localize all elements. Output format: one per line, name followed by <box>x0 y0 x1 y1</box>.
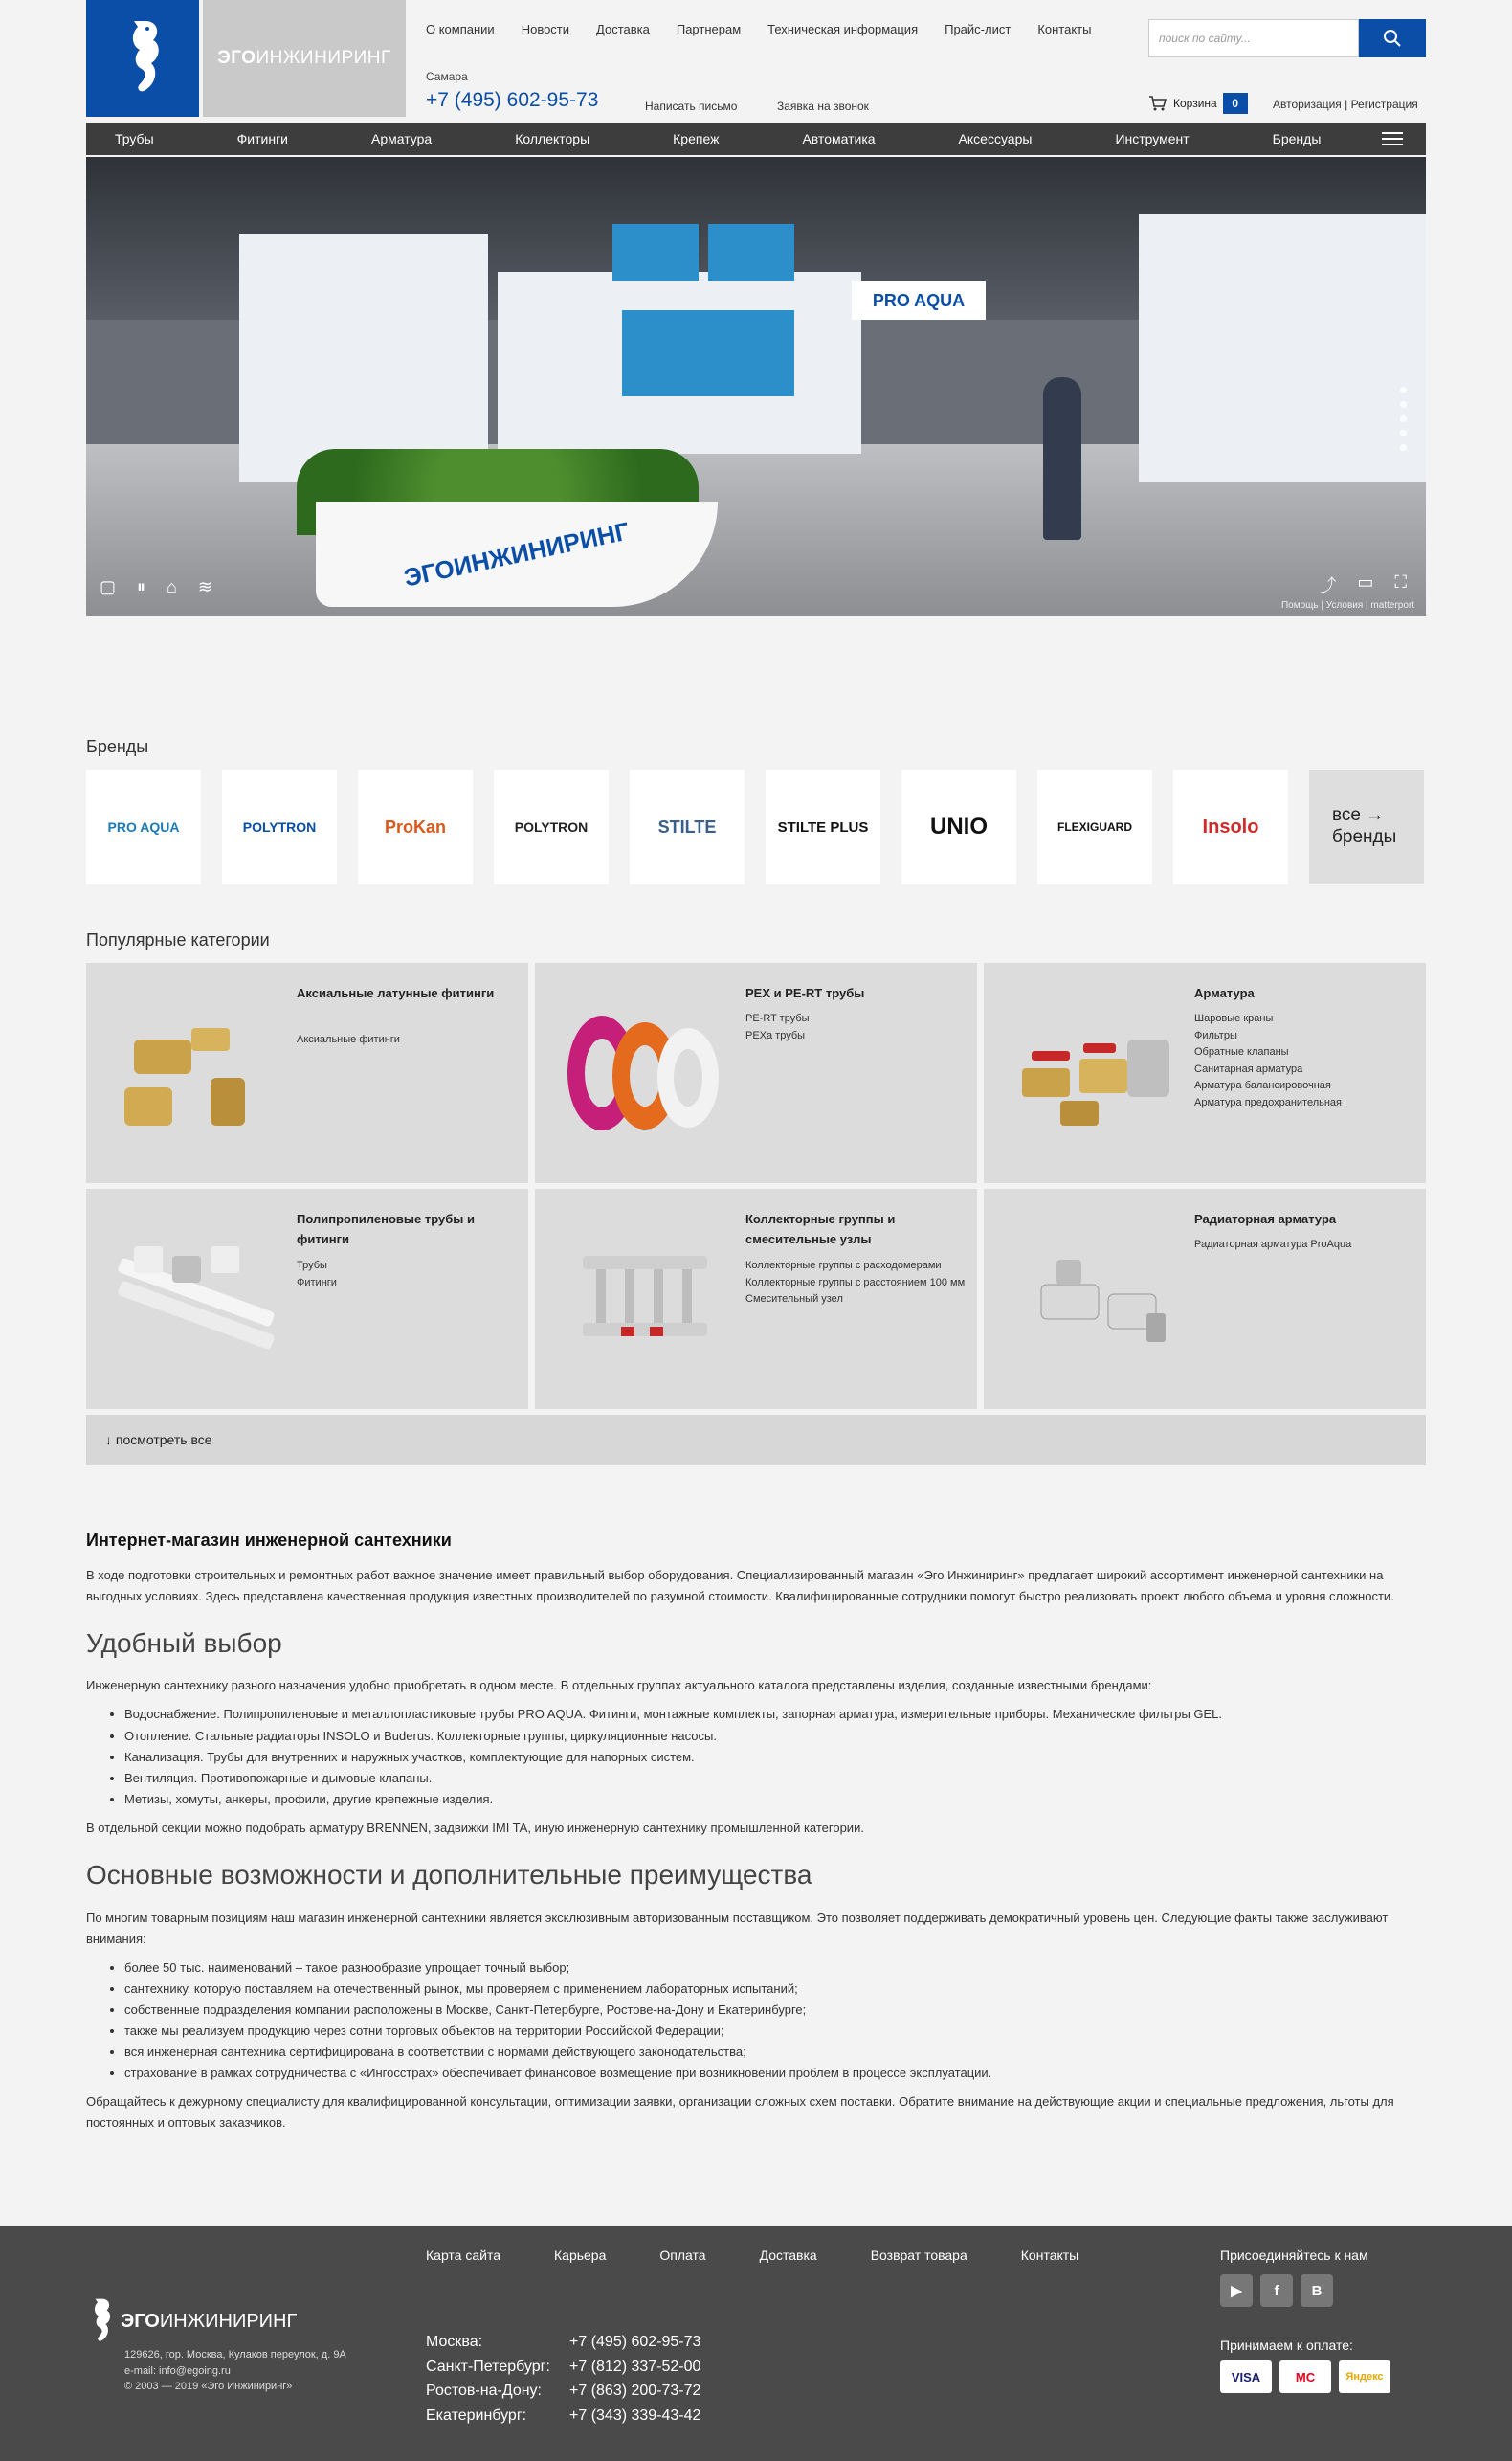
seo-list <box>124 1958 1426 2085</box>
brand-stilte[interactable]: STILTE <box>630 770 745 884</box>
booth-counter <box>316 502 718 607</box>
seo-text <box>86 1526 1426 2140</box>
phone-city: Ростов-на-Дону: <box>426 2383 542 2400</box>
floor-dot[interactable] <box>1400 444 1407 451</box>
write-letter-link[interactable]: Написать письмо <box>645 100 738 113</box>
floor-dot[interactable] <box>1400 430 1407 436</box>
floor-dot[interactable] <box>1400 387 1407 393</box>
topnav-about[interactable]: О компании <box>426 22 495 36</box>
category-card-manifolds[interactable] <box>535 1189 977 1409</box>
nav-automation[interactable]: Автоматика <box>802 131 876 146</box>
footer-address-block <box>124 2347 346 2395</box>
social-links <box>1220 2274 1333 2307</box>
category-link[interactable]: Фильтры <box>1194 1029 1237 1041</box>
phone-number[interactable]: +7 (495) 602-95-73 <box>569 2334 701 2350</box>
floor-selector[interactable] <box>1400 387 1407 451</box>
tour-controls <box>100 577 212 597</box>
all-brands-button[interactable]: все → бренды <box>1309 770 1424 884</box>
category-link[interactable]: Санитарная арматура <box>1194 1063 1303 1075</box>
footer-link-payment[interactable]: Оплата <box>659 2248 706 2263</box>
booth-proaqua-sign: PRO AQUA <box>852 281 986 320</box>
booth-screen <box>612 224 699 281</box>
fullscreen-icon[interactable]: ⛶ <box>1394 572 1407 592</box>
category-title[interactable]: Аксиальные латунные фитинги <box>297 986 495 1000</box>
categories-grid <box>86 963 1426 1409</box>
topnav-partners[interactable]: Партнерам <box>676 22 742 36</box>
footer-link-contacts[interactable]: Контакты <box>1020 2248 1079 2263</box>
topnav-tech-info[interactable]: Техническая информация <box>767 22 919 36</box>
categories-title: Популярные категории <box>86 930 270 950</box>
category-link[interactable]: Арматура балансировочная <box>1194 1080 1331 1092</box>
brand-polytron-prooreen[interactable]: POLYTRON <box>494 770 609 884</box>
floorplan-icon[interactable]: ⌂ <box>167 577 177 596</box>
phone-number[interactable]: +7 (343) 339-43-42 <box>569 2406 701 2424</box>
seo-subheading: Основные возможности и дополнительные преимущества <box>86 1860 812 1890</box>
layers-icon[interactable]: ≋ <box>197 577 212 596</box>
seo-list <box>124 1704 1426 1809</box>
seahorse-icon <box>86 2288 115 2355</box>
seo-paragraph: Инженерную сантехнику разного назначения удобно приобретать в одном месте. В отдельных группах актуального каталога представлены изделия, созданные известными брендами: <box>86 1678 1152 1693</box>
brand-pro-aqua[interactable]: PRO AQUA <box>86 770 201 884</box>
floor-dot[interactable] <box>1400 415 1407 422</box>
phone-city: Москва: <box>426 2334 483 2350</box>
valves-image <box>1003 1001 1185 1145</box>
footer-link-returns[interactable]: Возврат товара <box>870 2248 967 2263</box>
visitor-figure <box>1043 377 1081 540</box>
category-card-radiator-valves[interactable] <box>984 1189 1426 1409</box>
logo-wordmark[interactable]: ЭГОИНЖИНИРИНГ <box>203 0 406 117</box>
payment-title: Принимаем к оплате: <box>1220 2338 1353 2353</box>
booth-right-wall <box>1139 214 1426 482</box>
brand-prokan[interactable]: ProKan <box>358 770 473 884</box>
list-item: • Метизы, хомуты, анкеры, профили, другие крепежные изделия. <box>124 1789 1426 1810</box>
header-phone[interactable]: +7 (495) 602-95-73 <box>426 89 599 111</box>
category-link[interactable]: Аксиальные фитинги <box>297 1034 400 1045</box>
topnav-contacts[interactable]: Контакты <box>1037 22 1092 36</box>
nav-fasteners[interactable]: Крепеж <box>673 131 720 146</box>
payment-methods <box>1220 2360 1390 2393</box>
brand-insolo[interactable]: Insolo <box>1173 770 1288 884</box>
category-link[interactable]: Арматура предохранительная <box>1194 1096 1343 1108</box>
list-item: • вся инженерная сантехника сертифицирована в соответствии с нормами действующего законодательства; <box>124 2042 1426 2063</box>
menu-burger-icon[interactable] <box>1382 132 1403 145</box>
mastercard-icon: MC <box>1279 2360 1331 2393</box>
category-link[interactable]: Фитинги <box>297 1276 337 1288</box>
list-item: • собственные подразделения компании расположены в Москве, Санкт-Петербурге, Ростове-на-Дону и Екатеринбурге; <box>124 2000 1426 2021</box>
seo-paragraph: По многим товарным позициям наш магазин инженерной сантехники является эксклюзивным авторизованным поставщиком. Это позволяет поддерживать демократичный уровень цен. Следующие факты также заслуживают внимания: <box>86 1910 1389 1946</box>
tour-controls-right <box>1319 572 1407 597</box>
seo-heading: Интернет-магазин инженерной сантехники <box>86 1531 452 1550</box>
nav-fittings[interactable]: Фитинги <box>236 131 288 146</box>
pex-coils-image <box>554 1001 736 1145</box>
category-link[interactable]: Шаровые краны <box>1194 1013 1274 1024</box>
booth-left-wall <box>239 234 488 482</box>
main-navigation <box>86 123 1426 155</box>
brand-flexiguard[interactable]: FLEXIGUARD <box>1037 770 1152 884</box>
floor-dot[interactable] <box>1400 401 1407 408</box>
phone-city: Екатеринбург: <box>426 2406 527 2424</box>
nav-accessories[interactable]: Аксессуары <box>958 131 1033 146</box>
topnav-price-list[interactable]: Прайс-лист <box>945 22 1012 36</box>
nav-brands[interactable]: Бренды <box>1272 131 1322 146</box>
footer-phones <box>426 2330 700 2427</box>
list-item: • также мы реализуем продукцию через сотни торговых объектов на территории Российской Федерации; <box>124 2021 1426 2042</box>
vk-icon[interactable]: В <box>1301 2274 1333 2307</box>
footer-email[interactable]: e-mail: info@egoing.ru <box>124 2364 231 2377</box>
category-link[interactable]: Коллекторные группы с расходомерами <box>745 1260 942 1271</box>
pp-pipes-image <box>105 1227 287 1371</box>
category-title[interactable]: Арматура <box>1194 986 1255 1000</box>
radiator-valves-image <box>1003 1227 1185 1371</box>
city-selector[interactable]: Самара <box>426 70 468 83</box>
vr-icon[interactable]: ▭ <box>1357 572 1374 592</box>
youtube-icon[interactable]: ▶ <box>1220 2274 1253 2307</box>
topnav-news[interactable]: Новости <box>521 22 570 36</box>
brand-polytron-comfort[interactable]: POLYTRON <box>222 770 337 884</box>
seo-paragraph: Обращайтесь к дежурному специалисту для квалифицированной консультации, оптимизации заявки, организации сложных схем поставки. Обратите внимание на действующие акции и специальные предложения, льготы для постоянных и оптовых заказчиков. <box>86 2094 1394 2131</box>
share-icon[interactable]: ⤴ <box>1319 576 1337 595</box>
seo-paragraph: В ходе подготовки строительных и ремонтных работ важное значение имеет правильный выбор оборудования. Специализированный магазин «Эго Инжиниринг» предлагает широкий ассортимент инженерной сантехники на выгодных условиях. Здесь представлена качественная продукция известных производителей по разумной стоимости. Квалифицированные сотрудники помогут быстро реализовать проект любого объема и уровня сложности. <box>86 1567 1394 1603</box>
play-icon[interactable]: ⏸ <box>137 577 146 596</box>
list-item: • Вентиляция. Противопожарные и дымовые клапаны. <box>124 1768 1426 1789</box>
callback-request-link[interactable]: Заявка на звонок <box>777 100 869 113</box>
footer-link-career[interactable]: Карьера <box>554 2248 607 2263</box>
brand-unio[interactable]: UNIO <box>901 770 1016 884</box>
auth-links[interactable]: Авторизация | Регистрация <box>1273 98 1418 111</box>
top-navigation <box>426 22 1091 36</box>
category-link[interactable]: Смесительный узел <box>745 1293 843 1306</box>
search-button[interactable] <box>1359 19 1426 57</box>
category-link[interactable]: Коллекторные группы с расстоянием 100 мм <box>745 1276 966 1288</box>
yandex-money-icon: Яндекс <box>1339 2360 1390 2393</box>
booth-screen <box>708 224 794 281</box>
visa-icon: VISA <box>1220 2360 1272 2393</box>
tour-help-links[interactable]: Помощь | Условия | matterport <box>1280 600 1414 611</box>
category-link[interactable]: Обратные клапаны <box>1194 1046 1289 1059</box>
dollhouse-icon[interactable]: ▢ <box>100 577 117 596</box>
nav-collectors[interactable]: Коллекторы <box>515 131 590 146</box>
footer-copyright: © 2003 — 2019 «Эго Инжиниринг» <box>124 2381 293 2392</box>
footer-link-delivery[interactable]: Доставка <box>759 2248 817 2263</box>
list-item: • более 50 тыс. наименований – такое разнообразие упрощает точный выбор; <box>124 1958 1426 1979</box>
footer <box>0 2226 1512 2461</box>
topnav-delivery[interactable]: Доставка <box>596 22 650 36</box>
brands-title: Бренды <box>86 737 149 756</box>
list-item: • страхование в рамках сотрудничества с «Ингосстрах» обеспечивает финансовое возмещение при возникновении проблем в процессе эксплуатации. <box>124 2063 1426 2084</box>
search-icon <box>1383 29 1402 48</box>
category-card-axial-fittings[interactable] <box>86 963 528 1183</box>
seo-subheading: Удобный выбор <box>86 1627 282 1658</box>
category-link[interactable]: Трубы <box>297 1260 327 1271</box>
cart-icon <box>1148 95 1167 112</box>
cart[interactable] <box>1148 93 1248 114</box>
list-item: • Канализация. Трубы для внутренних и наружных участков, комплектующие для напорных систем. <box>124 1747 1426 1768</box>
brass-fittings-image <box>105 1001 287 1145</box>
cart-count-badge: 0 <box>1223 93 1248 114</box>
category-title[interactable]: Коллекторные группы и смесительные узлы <box>745 1212 896 1246</box>
category-title[interactable]: Радиаторная арматура <box>1194 1212 1337 1226</box>
seo-paragraph: В отдельной секции можно подобрать арматуру BRENNEN, задвижки IMI TA, иную инженерную сантехнику промышленной категории. <box>86 1820 864 1835</box>
logo-seahorse[interactable] <box>86 0 199 117</box>
list-item: • сантехнику, которую поставляем на отечественный рынок, мы проверяем с применением лабораторных испытаний; <box>124 1979 1426 2000</box>
brand-stilte-plus[interactable]: STILTE PLUS <box>766 770 880 884</box>
seahorse-icon <box>119 15 167 101</box>
phone-number[interactable]: +7 (863) 200-73-72 <box>569 2383 701 2400</box>
search-input[interactable]: поиск по сайту... <box>1148 19 1359 57</box>
category-card-pp-pipes[interactable] <box>86 1189 528 1409</box>
nav-valves[interactable]: Арматура <box>371 131 433 146</box>
category-card-valves[interactable] <box>984 963 1426 1183</box>
category-link[interactable]: PEXa трубы <box>745 1029 806 1041</box>
cart-label: Корзина <box>1173 97 1217 110</box>
category-title[interactable]: PEX и PE-RT трубы <box>745 986 865 1000</box>
brands-list <box>86 770 1426 884</box>
list-item: • Водоснабжение. Полипропиленовые и металлопластиковые трубы PRO AQUA. Фитинги, монтажные комплекты, запорная арматура, измерительные приборы. Механические фильтры GEL. <box>124 1704 1426 1725</box>
footer-logo[interactable]: ЭГОИНЖИНИРИНГ <box>86 2288 297 2355</box>
list-item: • Отопление. Стальные радиаторы INSOLO и Buderus. Коллекторные группы, циркуляционные насосы. <box>124 1726 1426 1747</box>
booth-counter-text: ЭГОИНЖИНИРИНГ <box>401 515 633 593</box>
phone-number[interactable]: +7 (812) 337-52-00 <box>569 2358 701 2375</box>
category-link[interactable]: Радиаторная арматура ProAqua <box>1194 1239 1352 1250</box>
category-title[interactable]: Полипропиленовые трубы и фитинги <box>297 1212 475 1246</box>
manifold-image <box>554 1227 736 1371</box>
category-link[interactable]: PE-RT трубы <box>745 1013 810 1024</box>
view-all-categories-button[interactable]: ↓ посмотреть все <box>86 1415 1426 1465</box>
footer-link-sitemap[interactable]: Карта сайта <box>426 2248 500 2263</box>
social-title: Присоединяйтесь к нам <box>1220 2248 1368 2263</box>
nav-tools[interactable]: Инструмент <box>1115 131 1190 146</box>
booth-screen <box>622 310 794 396</box>
footer-navigation <box>426 2248 1078 2263</box>
virtual-tour-banner[interactable] <box>86 157 1426 616</box>
phone-city: Санкт-Петербург: <box>426 2358 550 2375</box>
category-card-pex-pipes[interactable] <box>535 963 977 1183</box>
footer-address: 129626, гор. Москва, Кулаков переулок, д. 9А <box>124 2349 346 2360</box>
nav-pipes[interactable]: Трубы <box>115 131 154 146</box>
facebook-icon[interactable]: f <box>1260 2274 1293 2307</box>
